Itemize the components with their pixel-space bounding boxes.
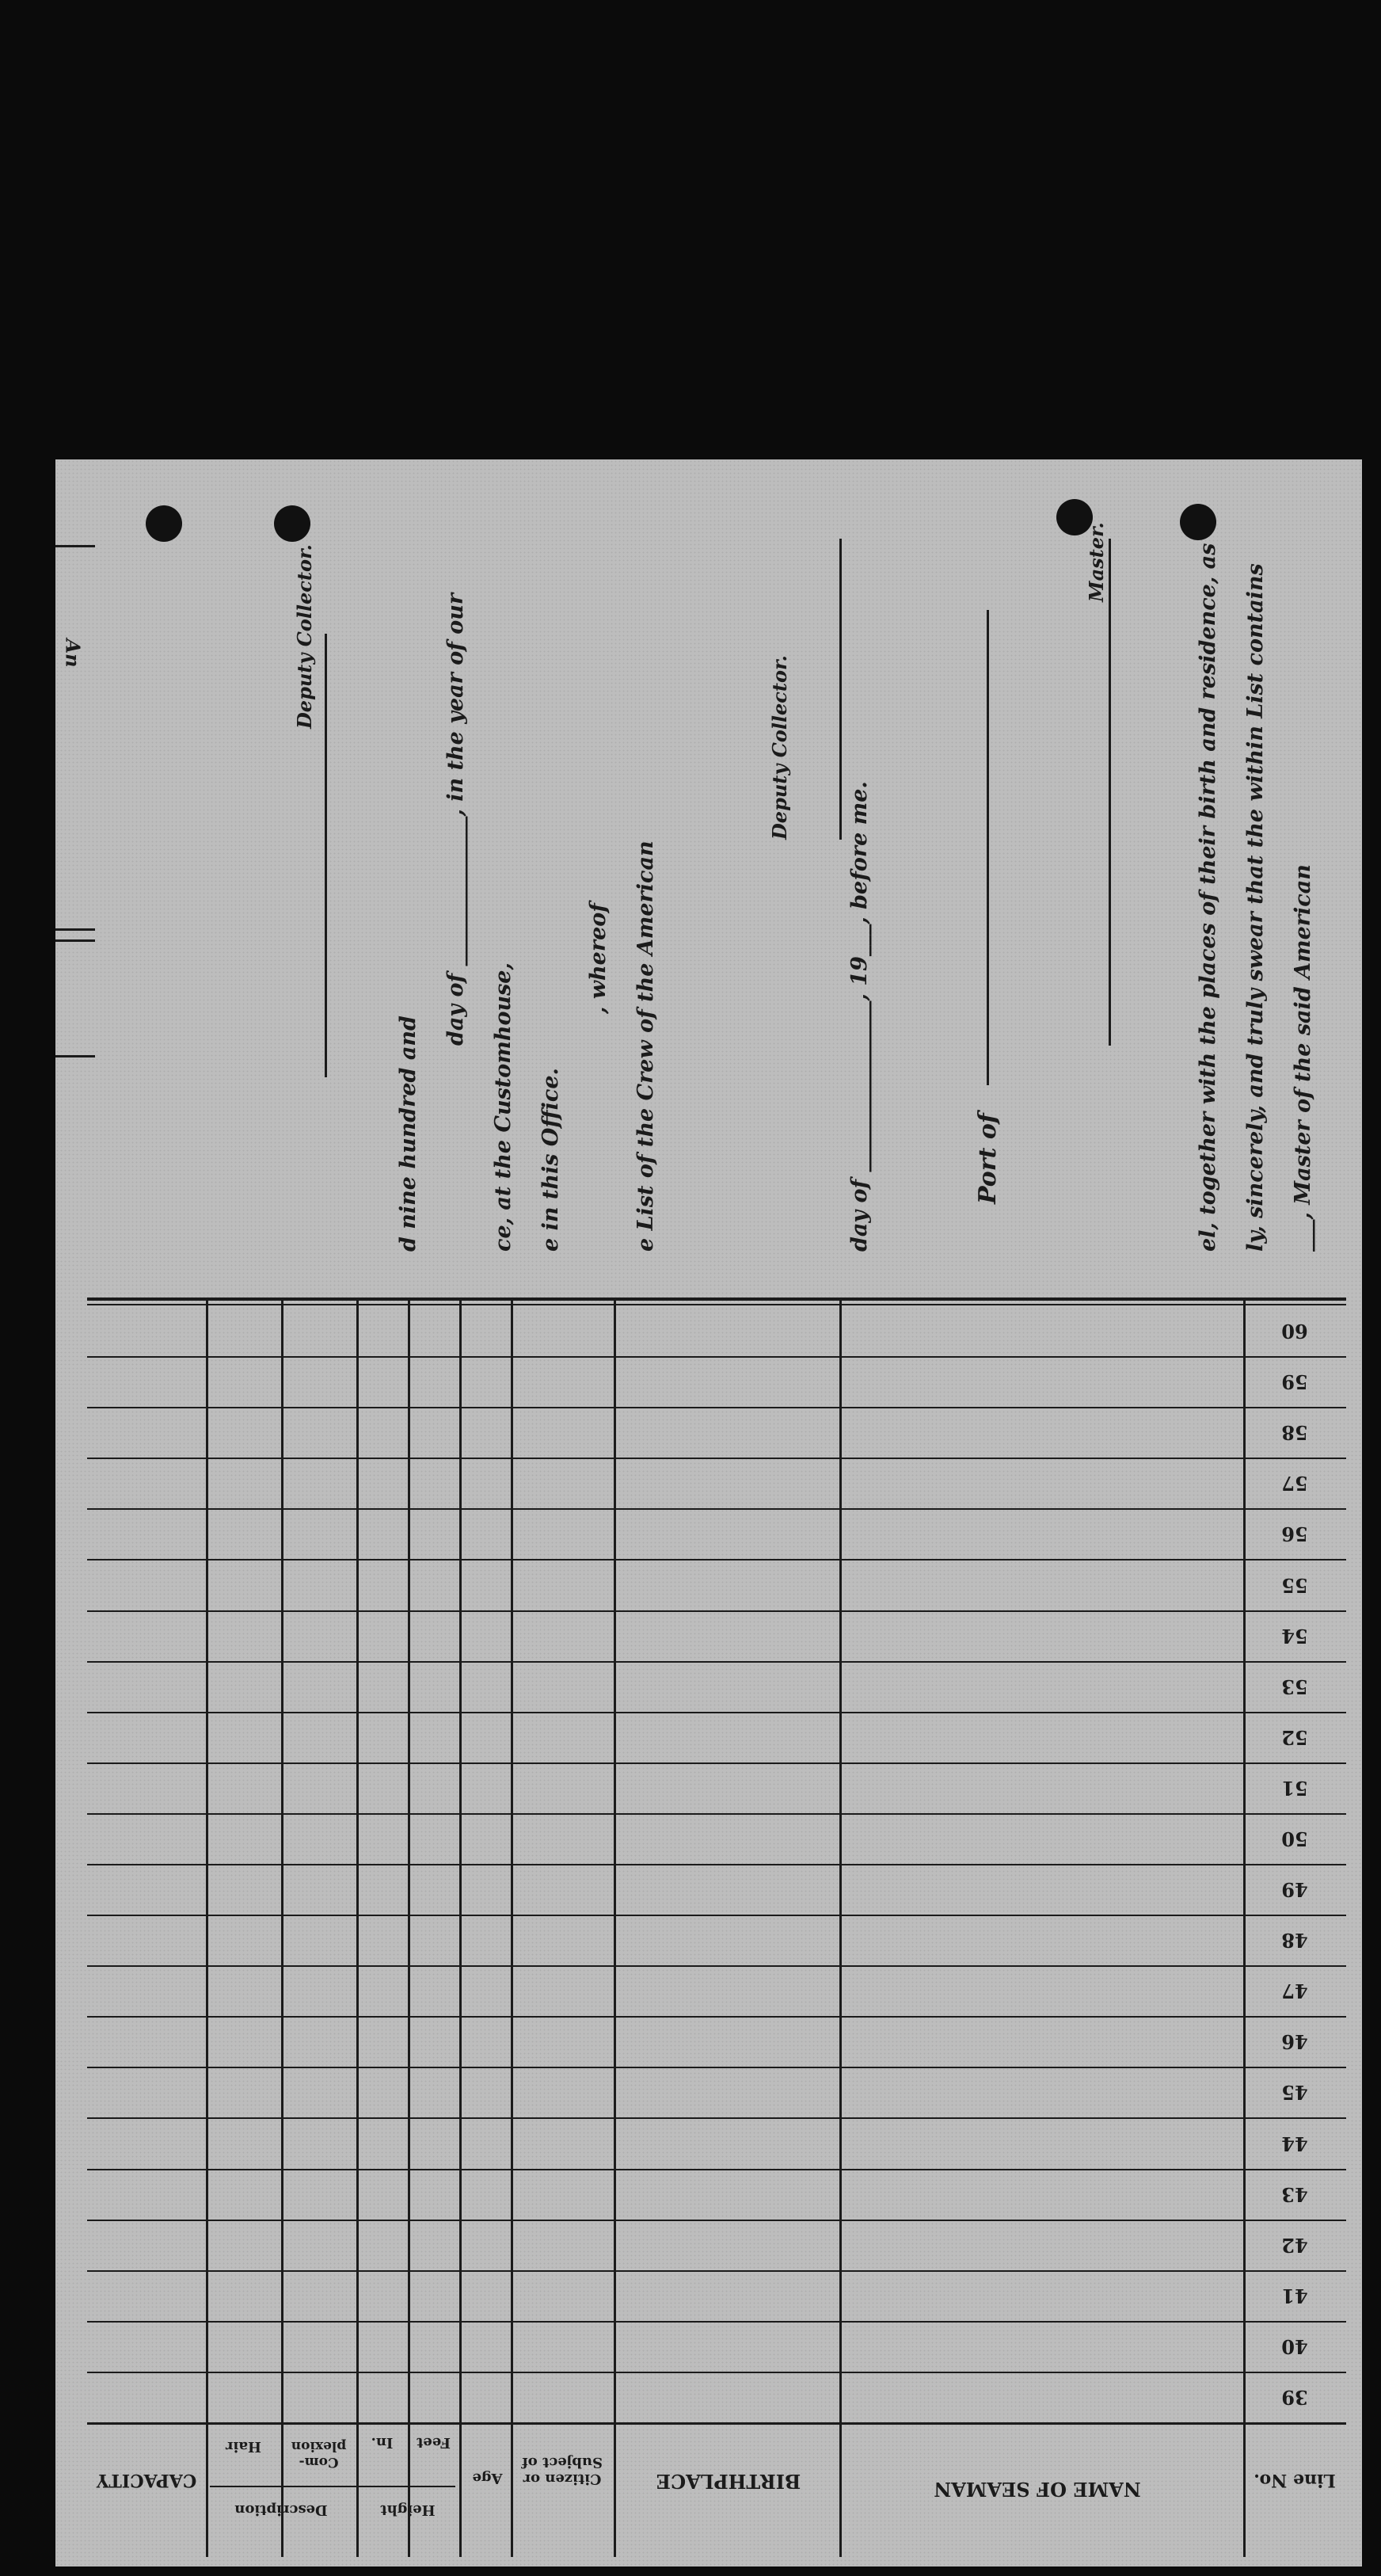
customhouse-line: ce, at the Customhouse, — [491, 962, 515, 1252]
table-row — [87, 1356, 1346, 1358]
table-row — [87, 1508, 1346, 1510]
master-label: Master. — [1085, 522, 1108, 602]
header-citizen: Citizen or Subject of — [522, 2454, 603, 2487]
table-row — [87, 2372, 1346, 2373]
deputy-collector-label-2: Deputy Collector. — [293, 544, 316, 729]
line-number: 47 — [1281, 1980, 1308, 2002]
line-number: 40 — [1281, 2335, 1308, 2358]
col-divider-complexion — [356, 1298, 359, 2557]
header-capacity: CAPACITY — [96, 2470, 197, 2490]
table-row — [87, 2067, 1346, 2068]
header-separator — [87, 2422, 1346, 2425]
table-row — [87, 1915, 1346, 1916]
col-divider-feet — [459, 1298, 462, 2557]
whereof-line: , whereof — [586, 903, 611, 1014]
header-name: NAME OF SEAMAN — [934, 2478, 1141, 2501]
table-row — [87, 1864, 1346, 1865]
manifest-sheet — [55, 459, 1362, 2566]
table-row — [87, 2016, 1346, 2018]
line-number: 59 — [1281, 1370, 1308, 1393]
header-height: Height — [380, 2502, 436, 2518]
header-inches: In. — [371, 2434, 394, 2451]
line-number: 49 — [1281, 1878, 1308, 1901]
margin-mark-1 — [55, 545, 95, 547]
line-number: 44 — [1281, 2132, 1308, 2155]
header-complexion: Com-plexion — [291, 2438, 347, 2470]
header-age: Age — [472, 2470, 503, 2486]
master-signature-line — [1109, 539, 1111, 1046]
deputy-collector-label-1: Deputy Collector. — [768, 655, 791, 840]
height-desc-divider — [210, 2486, 455, 2487]
col-divider-citizen — [614, 1298, 616, 2557]
table-top-border — [87, 1298, 1346, 1301]
col-divider-age — [511, 1298, 513, 2557]
table-row — [87, 1610, 1346, 1612]
table-row — [87, 1559, 1346, 1560]
line-number: 42 — [1281, 2234, 1308, 2257]
table-row — [87, 1762, 1346, 1764]
deputy-signature-line-2 — [325, 634, 327, 1077]
line-number: 52 — [1281, 1726, 1308, 1749]
header-birthplace: BIRTHPLACE — [656, 2470, 801, 2493]
line-number: 48 — [1281, 1929, 1308, 1952]
port-line — [987, 610, 989, 1085]
margin-text: An — [61, 638, 85, 668]
line-number: 54 — [1281, 1625, 1308, 1648]
col-divider-name — [1243, 1298, 1246, 2557]
col-divider-capacity — [206, 1298, 208, 2557]
oath-line-1: ___, Master of the said American — [1291, 864, 1315, 1252]
table-row — [87, 2169, 1346, 2170]
day-line: day of ________________, 19___, before me. — [847, 781, 872, 1252]
col-divider-inches — [408, 1298, 410, 2557]
line-number: 45 — [1281, 2081, 1308, 2104]
line-number: 55 — [1281, 1574, 1308, 1597]
line-number: 39 — [1281, 2386, 1308, 2409]
col-divider-hair — [281, 1298, 283, 2557]
oath-line-3: el, together with the places of their birth and residence, as — [1196, 543, 1220, 1252]
office-line: e in this Office. — [538, 1068, 563, 1252]
deputy-signature-line-1 — [839, 539, 842, 840]
line-number: 43 — [1281, 2183, 1308, 2206]
oath-section — [55, 459, 1362, 1283]
header-line-no: Line No. — [1254, 2470, 1336, 2490]
line-number: 53 — [1281, 1675, 1308, 1698]
table-row — [87, 2117, 1346, 2119]
line-number: 51 — [1281, 1777, 1308, 1800]
port-label: Port of — [974, 1113, 1002, 1204]
table-row — [87, 1712, 1346, 1713]
line-number: 56 — [1281, 1522, 1308, 1545]
line-number: 50 — [1281, 1827, 1308, 1850]
hundred-line: d nine hundred and — [396, 1016, 420, 1252]
table-row — [87, 1458, 1346, 1459]
header-hair: Hair — [226, 2438, 261, 2455]
table-row — [87, 1661, 1346, 1663]
header-description: Description — [234, 2502, 328, 2518]
header-feet: Feet — [417, 2434, 451, 2451]
table-row — [87, 2220, 1346, 2221]
table-row — [87, 1965, 1346, 1967]
margin-mark-2 — [55, 928, 95, 931]
crew-table — [87, 1298, 1346, 2557]
table-row — [87, 2321, 1346, 2323]
table-row — [87, 1407, 1346, 1408]
line-number: 41 — [1281, 2284, 1308, 2307]
oath-line-2: ly, sincerely, and truly swear that the within List contains — [1243, 563, 1268, 1252]
day-year-line: day of ______________, in the year of our — [443, 593, 468, 1046]
table-top-border-2 — [87, 1304, 1346, 1305]
line-number: 46 — [1281, 2030, 1308, 2053]
margin-mark-4 — [55, 1055, 95, 1057]
line-number: 58 — [1281, 1421, 1308, 1444]
line-number: 60 — [1281, 1320, 1308, 1343]
line-number: 57 — [1281, 1472, 1308, 1495]
table-row — [87, 2270, 1346, 2272]
table-row — [87, 1813, 1346, 1815]
margin-mark-3 — [55, 939, 95, 942]
list-line: e List of the Crew of the American — [633, 840, 658, 1252]
col-divider-birthplace — [839, 1298, 842, 2557]
